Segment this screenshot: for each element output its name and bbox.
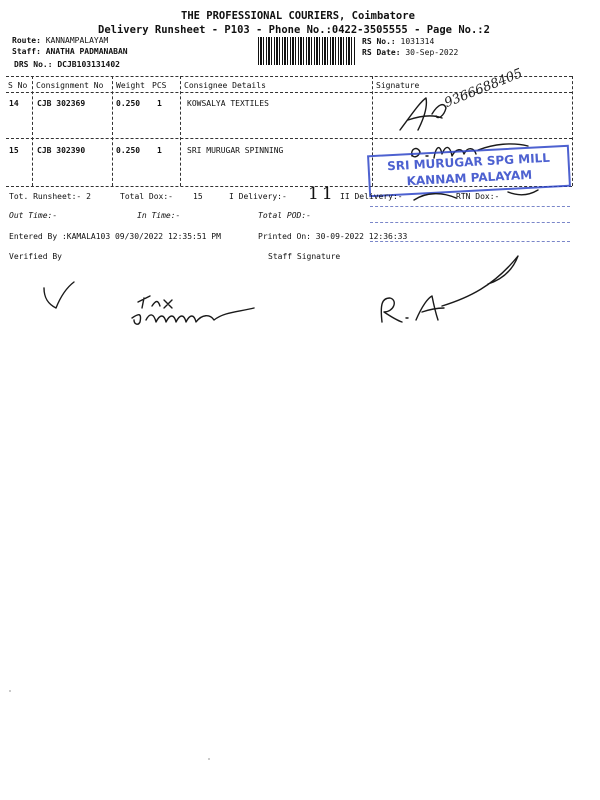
stamp-line-1: SRI MURUGAR SPG MILL [386, 150, 551, 174]
route-label: Route: [12, 36, 41, 45]
staff-value: ANATHA PADMANABAN [45, 47, 128, 56]
row-weight: 0.250 [116, 146, 141, 155]
col-divider [180, 76, 181, 186]
header-sno: S No [8, 81, 28, 90]
printed-on: Printed On: 30-09-2022 12:36:33 [258, 232, 408, 241]
verified-by-label: Verified By [9, 252, 62, 261]
totals-scribble [412, 186, 542, 206]
entered-by: Entered By :KAMALA103 09/30/2022 12:35:51 PM [9, 232, 221, 241]
total-pod-label: Total POD:- [258, 211, 311, 220]
header-weight: Weight [116, 81, 145, 90]
route-row [12, 36, 108, 45]
stamp-dotted-line [370, 241, 570, 242]
verifier-signature-text [200, 308, 205, 309]
header-pcs: PCS [152, 81, 167, 90]
ii-delivery-label: II Delivery:- [340, 192, 403, 201]
staff-sign-text [392, 300, 394, 301]
route-value: KANNAMPALAYAM [45, 36, 109, 45]
tot-runsheet: Tot. Runsheet:- 2 [9, 192, 91, 201]
out-time-label: Out Time:- [9, 211, 58, 220]
col-divider [112, 76, 113, 186]
total-dox-label: Total Dox:- [120, 192, 173, 201]
row-consignment: CJB 302390 [37, 146, 86, 155]
header-consignment-no: Consignment No [36, 81, 104, 90]
staff-signature-handwritten [372, 252, 528, 326]
verifier-signature [128, 292, 278, 330]
barcode [258, 37, 356, 65]
header-consignee-details: Consignee Details [184, 81, 266, 90]
scan-speck [208, 758, 210, 760]
i-delivery-handwritten: 11 [308, 184, 336, 204]
rs-no-value: 1031314 [400, 37, 435, 46]
row-sno: 15 [9, 146, 19, 155]
drs-label: DRS No.: [14, 60, 53, 69]
handwritten-phone: 9366688405 [442, 66, 525, 111]
col-divider [572, 76, 573, 186]
rs-date-value: 30-Sep-2022 [405, 48, 459, 57]
rs-date-row [362, 48, 458, 57]
verified-check-mark [40, 280, 80, 314]
stamp-dotted-line [370, 206, 570, 207]
company-name: THE PROFESSIONAL COURIERS, Coimbatore [181, 10, 415, 22]
table-top-rule [6, 76, 572, 77]
handwritten-signature [392, 94, 562, 138]
row-weight: 0.250 [116, 99, 141, 108]
rtn-dox-label: RTN Dox:- [456, 192, 500, 201]
total-dox-value: 15 [193, 192, 203, 201]
staff-row [12, 47, 128, 56]
row-sno: 14 [9, 99, 19, 108]
drs-row [14, 60, 120, 69]
rs-no-label: RS No.: [362, 37, 396, 46]
runsheet-title: Delivery Runsheet - P103 - Phone No.:0422-3505555 - Page No.:2 [98, 24, 490, 36]
i-delivery-label: I Delivery:- [229, 192, 287, 201]
row-pcs: 1 [157, 146, 162, 155]
staff-signature-label: Staff Signature [268, 252, 341, 261]
row-divider [6, 138, 572, 139]
row-consignee: KOWSALYA TEXTILES [187, 99, 269, 108]
in-time-label: In Time:- [137, 211, 181, 220]
drs-value: DCJB103131402 [57, 60, 120, 69]
stamp-line-2: KANNAM PALAYAM [406, 167, 533, 189]
row-consignment: CJB 302369 [37, 99, 86, 108]
staff-label: Staff: [12, 47, 41, 56]
scan-speck [9, 690, 11, 692]
rs-no-row [362, 37, 434, 46]
col-divider [32, 76, 33, 186]
row-pcs: 1 [157, 99, 162, 108]
row-consignee: SRI MURUGAR SPINNING [187, 146, 284, 155]
stamp-dotted-line [370, 222, 570, 223]
header-signature: Signature [376, 81, 420, 90]
rs-date-label: RS Date: [362, 48, 401, 57]
